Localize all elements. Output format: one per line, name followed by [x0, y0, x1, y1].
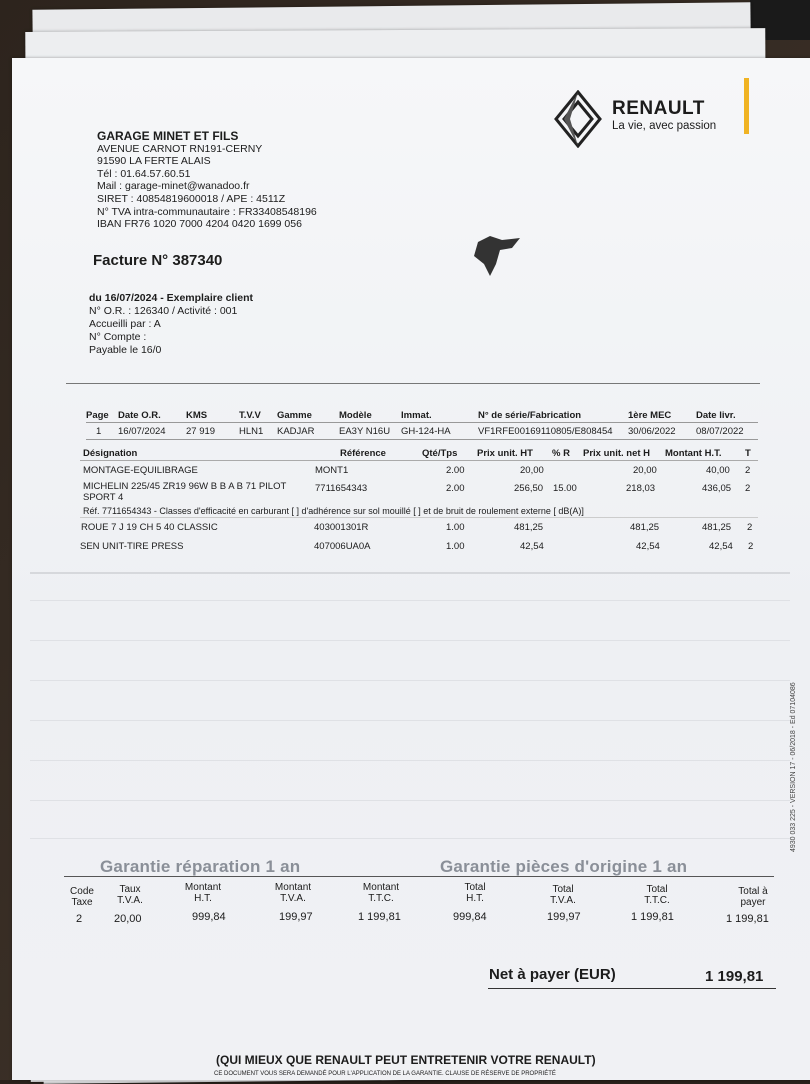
divider: [66, 383, 760, 384]
item-net: 42,54: [636, 541, 660, 552]
tv-code: 2: [76, 913, 83, 925]
form-version: 4930 033 225 - VERSION 17 - 06/2018 - Ed 07104086: [790, 682, 797, 852]
th-total-ht: [450, 882, 500, 904]
item-qty: 1.00: [446, 541, 465, 552]
item-net: 218,03: [626, 483, 656, 494]
ink-smudge: [470, 230, 525, 280]
item-net: 20,00: [633, 465, 657, 476]
ih-t: T: [745, 448, 751, 459]
vh-date-or: Date O.R.: [118, 410, 161, 421]
invoice-or: N° O.R. : 126340 / Activité : 001: [89, 305, 238, 317]
th-code-2: Taxe: [71, 897, 93, 908]
th-taux-1: Taux: [119, 884, 141, 895]
th-total-payer-1: Total à: [738, 886, 768, 897]
tv-taux: 20,00: [114, 913, 142, 925]
invoice-accueilli: Accueilli par : A: [89, 318, 161, 330]
divider: [80, 517, 758, 518]
th-total-ttc-1: Total: [646, 884, 668, 895]
item-note: Réf. 7711654343 - Classes d'efficacité en carburant [ ] d'adhérence sur sol mouillé [ ] et de bruit de roulement externe [ dB(A)]: [83, 506, 584, 516]
th-total-tva-1: Total: [552, 884, 574, 895]
th-montant-tva-2: T.V.A.: [280, 893, 306, 904]
tv-montant-ttc: 1 199,81: [358, 911, 401, 923]
invoice-title: Facture N° 387340: [93, 252, 223, 269]
garage-address2: 91590 LA FERTE ALAIS: [97, 155, 211, 168]
th-taux-2: T.V.A.: [117, 895, 143, 906]
item-qty: 2.00: [446, 465, 465, 476]
garage-mail: Mail : garage-minet@wanadoo.fr: [97, 180, 250, 193]
item-price: 481,25: [514, 522, 544, 533]
vh-gamme: Gamme: [277, 410, 312, 421]
th-montant-ttc-2: T.T.C.: [368, 893, 394, 904]
vv-livr: 08/07/2022: [696, 426, 744, 437]
vv-immat: GH-124-HA: [401, 426, 451, 437]
ruling-line: [30, 838, 790, 839]
item-amount: 436,05: [702, 483, 732, 494]
ruling-line: [30, 600, 790, 601]
ih-reference: Référence: [340, 448, 386, 459]
brand-accent-bar: [744, 78, 749, 134]
garage-block: [97, 130, 317, 231]
vv-page: 1: [96, 426, 102, 437]
footer-slogan: (QUI MIEUX QUE RENAULT PEUT ENTRETENIR VOTRE RENAULT): [216, 1053, 596, 1067]
item-price: 20,00: [520, 465, 544, 476]
divider: [86, 439, 758, 440]
garage-iban: IBAN FR76 1020 7000 4204 0420 1699 056: [97, 218, 302, 231]
vh-mec: 1ère MEC: [628, 410, 672, 421]
item-amount: 42,54: [709, 541, 733, 552]
renault-logo: [554, 90, 754, 146]
net-underline: [488, 988, 776, 989]
item-qty: 1.00: [446, 522, 465, 533]
ruling-line: [30, 680, 790, 681]
net-label: Net à payer (EUR): [489, 966, 616, 983]
vv-serie: VF1RFE00169110805/E808454: [478, 426, 613, 437]
vh-kms: KMS: [186, 410, 208, 421]
th-code-1: Code: [70, 886, 94, 897]
invoice-payable: Payable le 16/0: [89, 344, 162, 356]
vv-modele: EA3Y N16U: [339, 426, 391, 437]
item-designation: ROUE 7 J 19 CH 5 40 CLASSIC: [81, 522, 218, 533]
vh-modele: Modèle: [339, 410, 372, 421]
ih-amount: Montant H.T.: [665, 448, 722, 459]
item-reference: 7711654343: [315, 483, 368, 494]
guarantee-parts: Garantie pièces d'origine 1 an: [440, 857, 688, 876]
th-montant-ht-1: Montant: [184, 882, 222, 893]
footer-small: CE DOCUMENT VOUS SERA DEMANDÉ POUR L'APPLICATION DE LA GARANTIE. CLAUSE DE RÉSERVE DE PROPRIÉTÉ: [214, 1071, 556, 1077]
ih-net: Prix unit. net H: [583, 448, 651, 459]
item-price: 256,50: [514, 483, 544, 494]
ih-price: Prix unit. HT: [477, 448, 533, 459]
item-amount: 481,25: [702, 522, 732, 533]
fold-line: [30, 572, 790, 574]
item-designation: MICHELIN 225/45 ZR19 96W B B A B 71 PILOT: [83, 481, 287, 492]
tv-montant-tva: 199,97: [279, 911, 313, 923]
vv-gamme: KADJAR: [277, 426, 315, 437]
invoice-info: [89, 292, 253, 357]
tv-total-ttc: 1 199,81: [631, 911, 674, 923]
item-designation: SEN UNIT-TIRE PRESS: [80, 541, 184, 552]
guarantee-repair: Garantie réparation 1 an: [100, 857, 301, 876]
item-net: 481,25: [630, 522, 660, 533]
invoice-date: du 16/07/2024 - Exemplaire client: [89, 292, 254, 304]
th-total-ht-1: Total: [464, 882, 486, 893]
item-remise: 15.00: [553, 483, 577, 494]
item-reference: MONT1: [315, 465, 349, 476]
th-total-payer: [726, 886, 780, 908]
tv-total-payer: 1 199,81: [726, 913, 769, 925]
vh-page: Page: [86, 410, 109, 421]
th-total-ht-2: H.T.: [466, 893, 484, 904]
item-reference: 407006UA0A: [314, 541, 371, 552]
th-total-tva-2: T.V.A.: [550, 895, 576, 906]
tv-total-tva: 199,97: [547, 911, 581, 923]
vh-immat: Immat.: [401, 410, 432, 421]
brand-name: RENAULT: [612, 98, 705, 119]
vv-date-or: 16/07/2024: [118, 426, 166, 437]
th-montant-ht: [176, 882, 230, 904]
th-montant-ttc: [354, 882, 408, 904]
net-value: 1 199,81: [705, 968, 764, 985]
th-total-ttc-2: T.T.C.: [644, 895, 670, 906]
garage-name: GARAGE MINET ET FILS: [97, 129, 239, 143]
vv-tvv: HLN1: [239, 426, 264, 437]
th-montant-tva-1: Montant: [274, 882, 312, 893]
garage-tel: Tél : 01.64.57.60.51: [97, 167, 191, 180]
divider: [80, 460, 758, 461]
th-montant-ht-2: H.T.: [194, 893, 212, 904]
th-montant-tva: [266, 882, 320, 904]
item-designation: MONTAGE-EQUILIBRAGE: [83, 465, 198, 476]
th-total-ttc: [632, 884, 682, 906]
item-qty: 2.00: [446, 483, 465, 494]
garage-tva: N° TVA intra-communautaire : FR33408548196: [97, 205, 317, 218]
divider: [86, 422, 758, 423]
vv-mec: 30/06/2022: [628, 426, 676, 437]
ruling-line: [30, 760, 790, 761]
item-reference: 403001301R: [314, 522, 369, 533]
vv-kms: 27 919: [186, 426, 216, 437]
renault-diamond-icon: [554, 90, 602, 148]
ih-designation: Désignation: [83, 448, 138, 459]
th-code: [60, 886, 104, 908]
item-t: 2: [748, 541, 754, 552]
item-designation-2: SPORT 4: [83, 492, 124, 503]
invoice-compte: N° Compte :: [89, 331, 147, 343]
th-taux: [108, 884, 152, 906]
th-total-payer-2: payer: [740, 897, 766, 908]
th-total-tva: [538, 884, 588, 906]
brand-tagline: La vie, avec passion: [612, 120, 717, 132]
item-t: 2: [745, 465, 751, 476]
item-t: 2: [745, 483, 751, 494]
ih-qty: Qté/Tps: [422, 448, 458, 459]
th-montant-ttc-1: Montant: [362, 882, 400, 893]
ruling-line: [30, 800, 790, 801]
item-t: 2: [747, 522, 753, 533]
item-price: 42,54: [520, 541, 544, 552]
ih-remise: % R: [552, 448, 570, 459]
ruling-line: [30, 720, 790, 721]
ruling-line: [30, 640, 790, 641]
vh-tvv: T.V.V: [239, 410, 261, 421]
tv-total-ht: 999,84: [453, 911, 487, 923]
garage-address1: AVENUE CARNOT RN191-CERNY: [97, 142, 263, 155]
vh-serie: N° de série/Fabrication: [478, 410, 582, 421]
divider: [64, 876, 774, 877]
vh-livr: Date livr.: [696, 410, 736, 421]
tv-montant-ht: 999,84: [192, 911, 226, 923]
garage-siret: SIRET : 40854819600018 / APE : 4511Z: [97, 192, 286, 205]
item-amount: 40,00: [706, 465, 730, 476]
